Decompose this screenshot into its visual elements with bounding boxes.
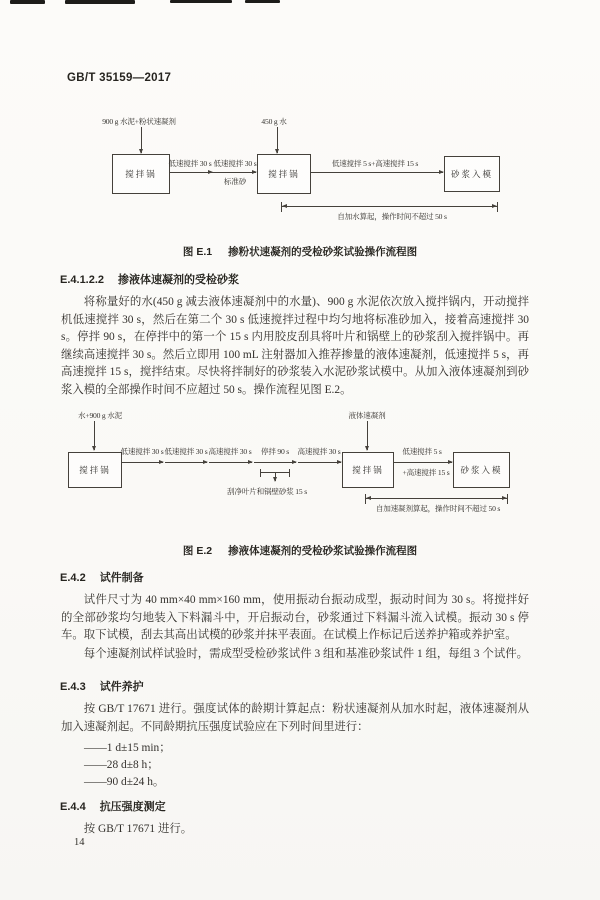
fig2-step2-label: 低速搅拌 30 s <box>164 447 208 456</box>
fig2-final-arrow <box>393 462 452 463</box>
section-e44-paragraph: 按 GB/T 17671 进行。 <box>83 823 193 835</box>
fig2-step3-arrow <box>209 462 252 463</box>
fig2-step4-arrow <box>254 462 296 463</box>
section-e42-title: 试件制备 <box>99 572 144 584</box>
figure-e2-caption <box>0 543 600 558</box>
fig1-mixing-pot-box-1: 搅拌锅 <box>112 154 170 194</box>
fig2-step5-label: 高速搅拌 30 s <box>297 447 341 456</box>
fig2-step3-label: 高速搅拌 30 s <box>208 447 252 456</box>
figure-e1-flowchart <box>74 112 526 230</box>
fig2-mixing-pot-box-1: 搅拌锅 <box>68 452 122 488</box>
fig2-scrape-label: 刮净叶片和锅壁砂浆 15 s <box>227 487 307 496</box>
fig1-final-arrow <box>310 172 443 173</box>
fig1-time-span-line <box>281 206 498 207</box>
section-heading-e42 <box>60 569 144 585</box>
fig1-step2-arrow <box>212 172 256 173</box>
fig1-time-span-label: 自加水算起，操作时间不超过 50 s <box>337 212 447 221</box>
section-e42-paragraph1: 试件尺寸为 40 mm×40 mm×160 mm，使用振动台振动成型，振动时间为 30 s。将搅拌好的全部砂浆均匀地装入下料漏斗中，开启振动台，砂浆通过下料漏斗流入试模。振动 30 s 停车。取下试模，刮去其高出试模的砂浆并抹平表面。在试模上作标记后送养护箱或养护室。 <box>61 594 529 642</box>
fig2-time-span-label: 自加速凝剂算起，操作时间不超过 50 s <box>375 504 501 513</box>
section-heading-e44 <box>60 798 166 814</box>
section-heading-e43 <box>60 678 144 694</box>
fig2-input-accelerator-label: 液体速凝剂 <box>348 411 386 420</box>
section-e43-number: E.4.3 <box>60 681 86 693</box>
section-e4122-title: 掺液体速凝剂的受检砂浆 <box>118 274 240 286</box>
fig2-final-step-line2: +高速搅拌 15 s <box>402 468 450 477</box>
curing-age-item-28d: ——28 d±8 h； <box>84 759 159 771</box>
scan-artifact <box>170 0 232 3</box>
figure-e2-flowchart <box>60 406 550 524</box>
fig1-input-water-label: 450 g 水 <box>261 117 287 126</box>
fig1-standard-sand-label: 标准砂 <box>223 177 247 186</box>
figure-e2-caption-number: 图 E.2 <box>182 545 213 557</box>
figure-e1-caption <box>0 244 600 259</box>
curing-age-item-1d: ——1 d±15 min； <box>84 742 171 754</box>
fig2-scrape-arrow <box>275 472 276 481</box>
fig1-final-step-label: 低速搅拌 5 s+高速搅拌 15 s <box>331 159 419 168</box>
fig2-final-step-line1: 低速搅拌 5 s <box>402 447 442 456</box>
scan-artifact <box>10 0 45 4</box>
section-e4122-paragraph: 将称量好的水(450 g 减去液体速凝剂中的水量)、900 g 水泥依次放入搅拌锅内，开动搅拌机低速搅拌 30 s，然后在第二个 30 s 低速搅拌过程中均匀地将标准砂加入，接着高速搅拌 30 s。停拌 90 s，在停拌中的第一个 15 s 内用胶皮刮具将叶片和锅壁上的砂浆刮入搅拌锅中。再继续高速搅拌 30 s。然后立即用 100 mL 注射器加入推荐掺量的液体速凝剂，低速搅拌 5 s，再高速搅拌 15 s，搅拌结束。尽快将拌制好的砂浆装入水泥砂浆试模中。从加入液体速凝剂到砂浆入模的全部操作时间不应超过 50 s。操作流程见图 E.2。 <box>61 296 529 396</box>
figure-e2-caption-title: 掺液体速凝剂的受检砂浆试验操作流程图 <box>228 545 418 557</box>
scan-artifact <box>65 0 135 4</box>
fig2-step1-arrow <box>121 462 163 463</box>
fig2-mortar-mold-box: 砂浆入模 <box>453 452 510 488</box>
fig1-mortar-mold-box: 砂浆入模 <box>444 156 500 192</box>
section-e44-title: 抗压强度测定 <box>99 801 166 813</box>
fig2-input-water-cement-label: 水+900 g 水泥 <box>77 411 123 420</box>
standard-number-header: GB/T 35159—2017 <box>67 72 172 84</box>
section-e4122-number: E.4.1.2.2 <box>60 274 105 286</box>
figure-e1-caption-number: 图 E.1 <box>182 246 213 258</box>
page-number: 14 <box>74 837 85 848</box>
fig2-input2-arrow <box>367 421 368 450</box>
figure-e1-caption-title: 掺粉状速凝剂的受检砂浆试验操作流程图 <box>228 246 418 258</box>
fig1-step1-arrow <box>169 172 212 173</box>
fig1-step2-label: 低速搅拌 30 s <box>213 159 257 168</box>
curing-age-item-90d: ——90 d±24 h。 <box>84 776 165 788</box>
fig1-step1-label: 低速搅拌 30 s <box>168 159 212 168</box>
fig2-step1-label: 低速搅拌 30 s <box>120 447 164 456</box>
section-e43-paragraph: 按 GB/T 17671 进行。强度试体的龄期计算起点：粉状速凝剂从加水时起，液体速凝剂从加入速凝剂起。不同龄期抗压强度试验应在下列时间里进行： <box>61 703 529 733</box>
fig2-step4-label: 停拌 90 s <box>260 447 290 456</box>
section-e42-number: E.4.2 <box>60 572 86 584</box>
section-e43-title: 试件养护 <box>99 681 144 693</box>
scan-artifact <box>245 0 280 3</box>
fig2-time-span-line <box>365 498 508 499</box>
fig1-input2-arrow <box>277 127 278 153</box>
section-e44-number: E.4.4 <box>60 801 86 813</box>
fig1-input-cement-label: 900 g 水泥+粉状速凝剂 <box>102 117 176 126</box>
fig2-mixing-pot-box-2: 搅拌锅 <box>342 452 394 488</box>
fig2-input1-arrow <box>94 421 95 450</box>
section-heading-e4122 <box>60 271 239 287</box>
section-e42-paragraph2: 每个速凝剂试样试验时，需成型受检砂浆试件 3 组和基准砂浆试件 1 组，每组 3 个试件。 <box>83 648 529 660</box>
fig2-step2-arrow <box>165 462 207 463</box>
fig1-input1-arrow <box>141 127 142 153</box>
fig2-step5-arrow <box>298 462 341 463</box>
fig1-mixing-pot-box-2: 搅拌锅 <box>257 154 311 194</box>
